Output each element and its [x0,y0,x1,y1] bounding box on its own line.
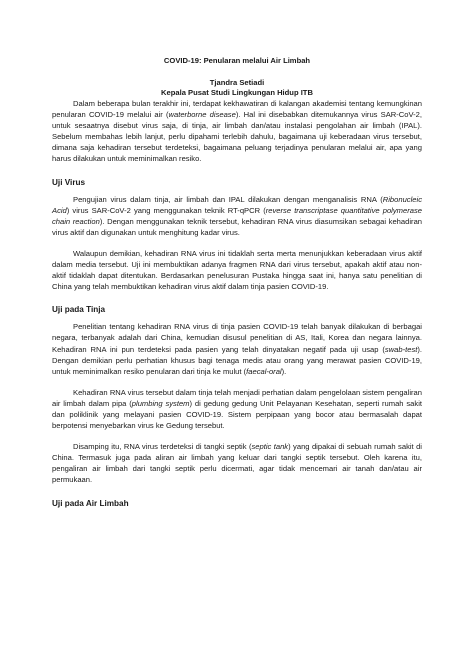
italic-term: septic tank [251,442,289,452]
section-paragraph: Walaupun demikian, kehadiran RNA virus ini tidaklah serta merta menunjukkan keberadaan virus aktif dalam media tersebut. Uji ini membuktikan adanya fragmen RNA dari virus tersebut, apakah aktif atau non-aktif tidaklah dapat ditentukan. Berdasarkan penelusuran Pustaka hingga saat ini, hanya satu penelitian di China yang telah membuktikan kehadiran virus aktif dalam tinja pasien COVID-19. [52,248,422,292]
section-paragraph: Disamping itu, RNA virus terdeteksi di tangki septik (septic tank) yang dipakai di sebuah rumah sakit di China. Termasuk juga pada aliran air limbah yang keluar dari tangki septik tersebut. Oleh karena itu, pengaliran air limbah dari tangki septik perlu dicermati, agar tidak mencemari air tanah dan/atau air permukaan. [52,442,422,485]
intro-paragraph: Dalam beberapa bulan terakhir ini, terdapat kekhawatiran di kalangan akademisi tentang kemungkinan penularan COVID-19 melalui air (waterborne disease). Hal ini disebabkan ditemukannya virus SAR-CoV-2, untuk sesaatnya disebut virus saja, di tinja, air limbah dan/atau instalasi pengolahan air limbah (IPAL). Sebelum membahas lebih lanjut, perlu dipahami terlebih dahulu, bagaimana uji keberadaan virus tersebut, dimana saja kehadiran tersebut terdeteksi, bagaimana peluang terjadinya penularan melalui air, apa yang harus dilakukan untuk meminimalkan resiko. [52,99,422,164]
sections-container [52,165,422,509]
italic-term: reverse transcriptase quantitative polymerase chain reaction [52,205,422,226]
section-heading: Uji pada Tinja [52,305,106,315]
italic-term: swab-test [384,344,418,354]
document-title: COVID-19: Penularan melalui Air Limbah [163,56,311,65]
italic-term: Ribonucleic Acid [52,194,422,215]
italic-term: waterborne disease [168,110,236,120]
author-affiliation: Kepala Pusat Studi Lingkungan Hidup ITB [161,88,313,97]
section-paragraph: Penelitian tentang kehadiran RNA virus di tinja pasien COVID-19 telah banyak dilakukan di berbagai negara, terbanyak adalah dari China, kemudian disusul penelitian di AS, Itali, Korea dan negara lainnya. Kehadiran RNA ini pun terdeteksi pada pasien yang telah dinyatakan negatif pada uji usap (swab-test). Dengan demikian perlu perhatian khusus bagi tenaga medis atau orang yang merawat pasien COVID-19, untuk meminimalkan resiko penularan dari tinja ke mulut (faecal-oral). [52,322,422,376]
author-name: Tjandra Setiadi [209,78,265,87]
section-paragraph: Kehadiran RNA virus tersebut dalam tinja telah menjadi perhatian dalam pengelolaan sistem pengaliran air limbah dalam pipa (plumbing system) di gedung gedung Unit Pelayanan Kesehatan, seperti rumah sakit dan poliklinik yang melayani pasien COVID-19. Sistem perpipaan yang bocor atau bermasalah dapat berpotensi menyebarkan virus ke Gedung tersebut. [52,387,422,431]
italic-term: faecal-oral [246,366,282,376]
section-heading: Uji pada Air Limbah [52,498,129,508]
section-paragraph: Pengujian virus dalam tinja, air limbah dan IPAL dilakukan dengan menganalisis RNA (Ribonucleic Acid) virus SAR-CoV-2 yang menggunakan teknik RT-qPCR (reverse transcriptase quantitative polymerase chain reaction). Dengan menggunakan teknik tersebut, kehadiran RNA virus diasumsikan sebagai kehadiran virus aktif dan digunakan untuk menghitung kadar virus. [52,194,423,237]
section-heading: Uji Virus [52,177,86,187]
italic-term: plumbing system [131,398,190,408]
